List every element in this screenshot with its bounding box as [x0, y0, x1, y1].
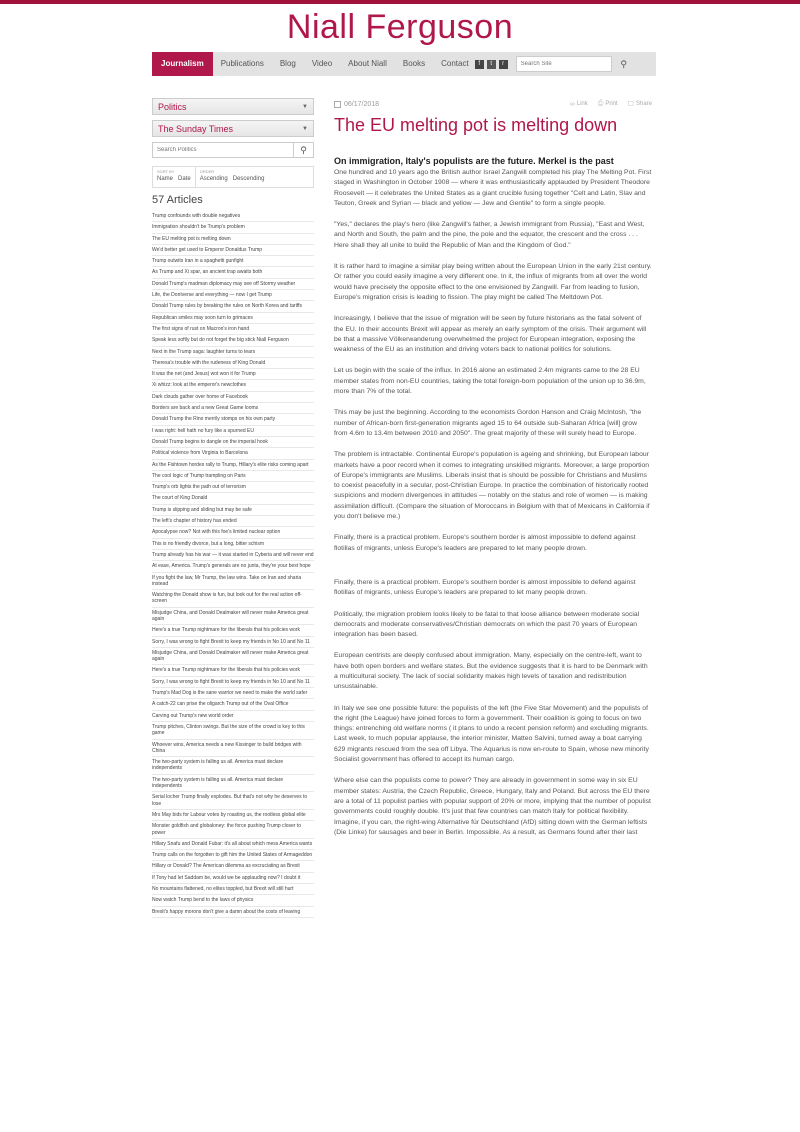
- article-paragraph: Finally, there is a practical problem. Europe's southern border is almost impossible to defend against flotillas of migrants, unless Europe's leaders are prepared to let many people drown.: [334, 578, 636, 597]
- article-date-wrap: [334, 101, 379, 108]
- article-list-item[interactable]: Brexit's happy morons don't give a damn about the costs of leaving: [152, 907, 314, 918]
- twitter-icon[interactable]: t: [487, 60, 496, 69]
- nav-journalism[interactable]: Journalism: [152, 52, 213, 76]
- article-list-item[interactable]: The cool logic of Trump trampling on Paris: [152, 471, 314, 482]
- article-paragraph: This may be just the beginning. According to the economists Gordon Hanson and Craig McIntosh, "the number of African-born first-generation migrants aged 15 to 64 outside sub-Saharan Africa [will] grow from 4.6m to 13.4m between 2010 and 2050". The great majority of these will surely head to Europe.: [334, 409, 642, 437]
- article-list-item[interactable]: Trump calls on the forgotten to gift him the United States of Armageddon: [152, 850, 314, 861]
- article-paragraph: Finally, there is a practical problem. Europe's southern border is almost impossible to defend against flotillas of migrants, unless Europe's leaders are prepared to let many people drown.: [334, 534, 636, 552]
- article-list-item[interactable]: Here's a true Trump nightmare for the liberals that his policies work: [152, 665, 314, 676]
- article-list-item[interactable]: Whoever wins, America needs a new Kissinger to build bridges with China: [152, 740, 314, 758]
- article-list-item[interactable]: Life, the DonIverse and everything — now I get Trump: [152, 290, 314, 301]
- article-list-item[interactable]: As the Fishtown hordes rally to Trump, Hillary's elite risks coming apart: [152, 460, 314, 471]
- article-list-item[interactable]: Serial locher Trump finally explodes. But that's not why he deserves to lose: [152, 792, 314, 810]
- search-icon[interactable]: ⚲: [620, 58, 627, 69]
- article-list-item[interactable]: Sorry, I was wrong to fight Brexit to keep my friends in No 10 and No 11: [152, 677, 314, 688]
- nav-contact[interactable]: Contact: [441, 59, 469, 68]
- site-header: [0, 4, 800, 52]
- sort-name-option[interactable]: Name: [157, 176, 174, 182]
- nav-publications[interactable]: Publications: [220, 59, 264, 68]
- category-select[interactable]: [152, 98, 314, 115]
- article-list-item[interactable]: We'd better get used to Emperor Donaldus Trump: [152, 245, 314, 256]
- article-list-item[interactable]: Dark clouds gather over home of Facebook: [152, 392, 314, 403]
- article-list-item[interactable]: Next in the Trump saga: laughter turns to tears: [152, 347, 314, 358]
- article-list-item[interactable]: Donald Trump rules by breaking the rules on North Korea and tariffs: [152, 301, 314, 312]
- sort-by-group: [153, 167, 195, 187]
- order-group: [195, 167, 269, 187]
- link-tool[interactable]: [570, 100, 588, 108]
- rss-icon[interactable]: r: [499, 60, 508, 69]
- publication-select[interactable]: [152, 120, 314, 137]
- print-label: Print: [605, 101, 618, 107]
- sidebar: [152, 98, 314, 918]
- link-label: Link: [576, 101, 588, 107]
- article-list-item[interactable]: This is no friendly divorce, but a long, bitter schism: [152, 539, 314, 550]
- article-list: [152, 211, 314, 918]
- share-tool[interactable]: [628, 100, 652, 108]
- nav-books[interactable]: Books: [402, 59, 426, 68]
- article-list-item[interactable]: Monster goldfish and globaloney: the force pushing Trump closer to power: [152, 821, 314, 839]
- print-icon: ⎙: [597, 100, 604, 107]
- share-icon: ☐: [627, 101, 634, 108]
- article-list-item[interactable]: Here's a true Trump nightmare for the liberals that his policies work: [152, 625, 314, 636]
- article-list-item[interactable]: I was right: hell hath no fury like a spurned EU: [152, 426, 314, 437]
- article-list-item[interactable]: It was the net (and Jesus) wot won it for Trump: [152, 369, 314, 380]
- article-list-item[interactable]: The two-party system is falling us all. America must declare independents: [152, 775, 314, 793]
- main-nav: [152, 52, 656, 76]
- social-links: [475, 60, 508, 69]
- article-list-item[interactable]: Donald Trump's madman diplomacy may see off Stormy weather: [152, 279, 314, 290]
- article-list-item[interactable]: Sorry, I was wrong to fight Brexit to keep my friends in No 10 and No 11: [152, 637, 314, 648]
- article-paragraph: Let us begin with the scale of the influx. In 2016 alone an estimated 2.4m migrants came to the 28 EU member states from non-EU countries, taking the total foreign-born population of the union up to 36.9m, more than 7% of the total.: [334, 367, 646, 396]
- chevron-down-icon: ▼: [302, 125, 308, 132]
- publication-select-value: The Sunday Times: [158, 123, 234, 134]
- article-list-item[interactable]: The first signs of rust on Macron's iron hand: [152, 324, 314, 335]
- search-icon[interactable]: ⚲: [293, 143, 313, 157]
- article-list-item[interactable]: Mrs May bids for Labour votes by roasting us, the rootless global elite: [152, 810, 314, 821]
- article-main: [334, 98, 652, 849]
- article-list-item[interactable]: Trump's orb lights the path out of terrorism: [152, 482, 314, 493]
- order-ascending-option[interactable]: Ascending: [199, 176, 228, 182]
- sort-date-option[interactable]: Date: [178, 176, 191, 182]
- facebook-icon[interactable]: f: [475, 60, 484, 69]
- article-list-item[interactable]: Watching the Donald show is fun, but look out for the real action off-screen: [152, 590, 314, 608]
- article-date: 06/17/2018: [344, 100, 380, 108]
- article-paragraph: It is rather hard to imagine a similar play being written about the European Union in the early 21st century. Or rather you could easily imagine a very different one. In it, the influx of migrants from all over the world would have precisely the opposite effect to the one envisioned by Zangwill. Far from leading to fusion, Europe's migration crisis is leading to fission. The play might be called The Meltdown Pot.: [334, 263, 652, 301]
- article-list-item[interactable]: If you fight the law, Mr Trump, the law wins. Take on Iran and sharia instead: [152, 573, 314, 591]
- politics-search-input[interactable]: [153, 143, 293, 157]
- article-list-item[interactable]: Trump's Mad Dog is the sane warrior we need to make the world safer: [152, 688, 314, 699]
- article-list-item[interactable]: Republican smiles may soon turn to grimaces: [152, 313, 314, 324]
- article-list-item[interactable]: If Tony had let Saddam be, would we be applauding now? I doubt it: [152, 873, 314, 884]
- article-paragraph: In Italy we see one possible future: the populists of the left (the Five Star Movement) and the populists of the right (the League) have joined forces to form a government. Their coalition is going to focus on two things: entrenching old welfare norms ( it plans to undo a recent pension reform) and excluding migrants. Last week, to much popular applause, the interior minister, Matteo Salvini, turned away a boat carrying 629 migrants rescued from the sea off Libya. The Aquarius is now en-route to Spain, whose new minority Socialist government has offered to accept its human cargo.: [334, 704, 649, 764]
- article-list-item[interactable]: A catch-22 can prise the oligarch Trump out of the Oval Office: [152, 699, 314, 710]
- article-list-item[interactable]: Trump pitches, Clinton swings. But the size of the crowd is key to this game: [152, 722, 314, 740]
- article-list-item[interactable]: Misjudge China, and Donald Dealmaker will never make America great again: [152, 608, 314, 626]
- article-paragraph: European centrists are deeply confused about immigration. Many, especially on the centre-left, want to have both open borders and welfare states. But the evidence suggests that it is hard to be Denmark with a multicultural society. The lack of social solidarity makes high levels of taxation and redistribution unsustainable.: [334, 652, 648, 691]
- site-search-input[interactable]: [516, 56, 612, 72]
- article-list-item[interactable]: Political violence from Virginia to Barcelona: [152, 448, 314, 459]
- article-list-item[interactable]: As Trump and Xi spar, an ancient trap awaits both: [152, 267, 314, 278]
- article-list-item[interactable]: Now watch Trump bend to the laws of physics: [152, 895, 314, 906]
- article-paragraph: The problem is intractable. Continental Europe's population is ageing and shrinking, but European labour markets have a poor record when it comes to integrating unskilled migrants. Moreover, a large proportion of Europe's immigrants are Muslims. Liberals insist that is should be possible for Christians and Muslims to coexist peacefully in a secular, post-Christian Europe. In practice the combination of historically rooted suspicions and modern divergences in attitudes — notably on the status and role of women — is making assimilation difficult. (Compare the situation of Moroccans in Belgium with that of Mexicans in California if you don't believe me.): [334, 451, 650, 521]
- article-title: The EU melting pot is melting down: [334, 115, 618, 135]
- sort-controls: [152, 166, 314, 188]
- article-list-item[interactable]: At ease, America. Trump's generals are no junta, they're your best hope: [152, 561, 314, 572]
- calendar-icon: [334, 101, 341, 108]
- articles-count: 57 Articles: [152, 194, 203, 206]
- sort-by-label: SORT BY: [157, 169, 175, 174]
- article-list-item[interactable]: No mountains flattened, no elites toppled, but Brexit will still hurt: [152, 884, 314, 895]
- article-list-item[interactable]: Immigration shouldn't be Trump's problem: [152, 222, 314, 233]
- article-paragraph: Where else can the populists come to power? They are already in government in some way in six EU member states: Austria, the Czech Republic, Greece, Hungary, Italy and Poland. But across the EU there are a total of 11 populist parties with popular support of 20% or more, implying that the number of populist governments could roughly double. It's just that few countries can match Italy for political flexibility. Imagine, if you can, the right-wing Alternative für Deutschland (AfD) sitting down with the German leftists (Die Linke) for sausages and beer in Berlin. Impossible. As a result, as Germans found after their last: [334, 777, 651, 836]
- site-title[interactable]: Niall Ferguson: [286, 8, 514, 46]
- article-tools: [570, 100, 652, 108]
- article-list-item[interactable]: Hillary or Donald? The American dilemma as excruciating as Brexit: [152, 861, 314, 872]
- article-list-item[interactable]: Xi whizz: look at the emperor's newclothes: [152, 380, 314, 391]
- order-label: ORDER: [199, 169, 215, 174]
- article-paragraph: One hundred and 10 years ago the British author Israel Zangwill completed his play The Melting Pot. First staged in Washington in October 1908 — where it was enthusiastically applauded by President Theodore Roosevelt — it celebrates the United States as a giant crucible fusing together "Celt and Latin, Slav and Teuton, Greek and Syrian — black and yellow — Jew and Gentile" to form a single people.: [334, 169, 652, 207]
- chevron-down-icon: ▼: [302, 103, 308, 110]
- article-list-item[interactable]: Trump already has his war — it was started in Cyberia and will never end: [152, 550, 314, 561]
- article-list-item[interactable]: Trump confounds with double negatives: [152, 211, 314, 222]
- article-list-item[interactable]: Donald Trump begins to dangle on the imperial hook: [152, 437, 314, 448]
- article-list-item[interactable]: Theresa's trouble with the rudeness of King Donald: [152, 358, 314, 369]
- article-paragraph: Politically, the migration problem looks likely to be fatal to that loose alliance between moderate social democrats and moderate conservatives/Christian democrats on which the past 70 years of European integration has been based.: [334, 610, 640, 639]
- article-list-item[interactable]: Hillary Snafu and Donald Fubar: it's all about which mess America wants: [152, 839, 314, 850]
- article-list-item[interactable]: The EU melting pot is melting down: [152, 234, 314, 245]
- article-list-item[interactable]: Borders are back and a new Great Game looms: [152, 403, 314, 414]
- link-icon: ∞: [569, 100, 575, 108]
- article-list-item[interactable]: Donald Trump the Rino merrily stomps on his own party: [152, 414, 314, 425]
- article-paragraph: "Yes," declares the play's hero (like Zangwill's father, a Jewish immigrant from Russia), "East and West, and North and South, the palm and the pine, the pole and the equator, the crescent and the cross . . . Here shall they all unite to build the Republic of Man and the Kingdom of God.": [334, 221, 645, 249]
- nav-video[interactable]: Video: [311, 59, 333, 68]
- article-list-item[interactable]: The left's chapter of history has ended: [152, 516, 314, 527]
- article-body: [334, 168, 652, 838]
- article-list-item[interactable]: Apocalypse now? Not with this foe's limited nuclear option: [152, 527, 314, 538]
- nav-about[interactable]: About Niall: [348, 59, 387, 68]
- article-subtitle: On immigration, Italy's populists are the future. Merkel is the past: [334, 156, 614, 166]
- share-label: Share: [635, 101, 652, 107]
- order-descending-option[interactable]: Descending: [232, 176, 265, 182]
- print-tool[interactable]: [598, 100, 618, 108]
- article-list-item[interactable]: The two-party system is falling us all. America must declare independents: [152, 757, 314, 775]
- nav-blog[interactable]: Blog: [279, 59, 296, 68]
- article-list-item[interactable]: The court of King Donald: [152, 493, 314, 504]
- category-select-value: Politics: [158, 101, 187, 112]
- politics-search: [152, 142, 314, 158]
- article-list-item[interactable]: Trump outwits Iran in a spaghetti gunfight: [152, 256, 314, 267]
- article-paragraph: Increasingly, I believe that the issue of migration will be seen by future historians as the fatal solvent of the EU. In their accounts Brexit will appear as merely an early symptom of the crisis. Their argument will be that a massive Völkerwanderung overwhelmed the project for European integration, exposing the weakness of the EU as an institution and driving voters back to national politics for solutions.: [334, 315, 647, 354]
- article-list-item[interactable]: Misjudge China, and Donald Dealmaker will never make America great again: [152, 648, 314, 666]
- article-list-item[interactable]: Carving out Trump's new world order: [152, 711, 314, 722]
- article-list-item[interactable]: Trump is slipping and sliding but may be safe: [152, 505, 314, 516]
- article-list-item[interactable]: Speak less softly but do not forget the big stick Niall Ferguson: [152, 335, 314, 346]
- article-meta: [334, 98, 652, 110]
